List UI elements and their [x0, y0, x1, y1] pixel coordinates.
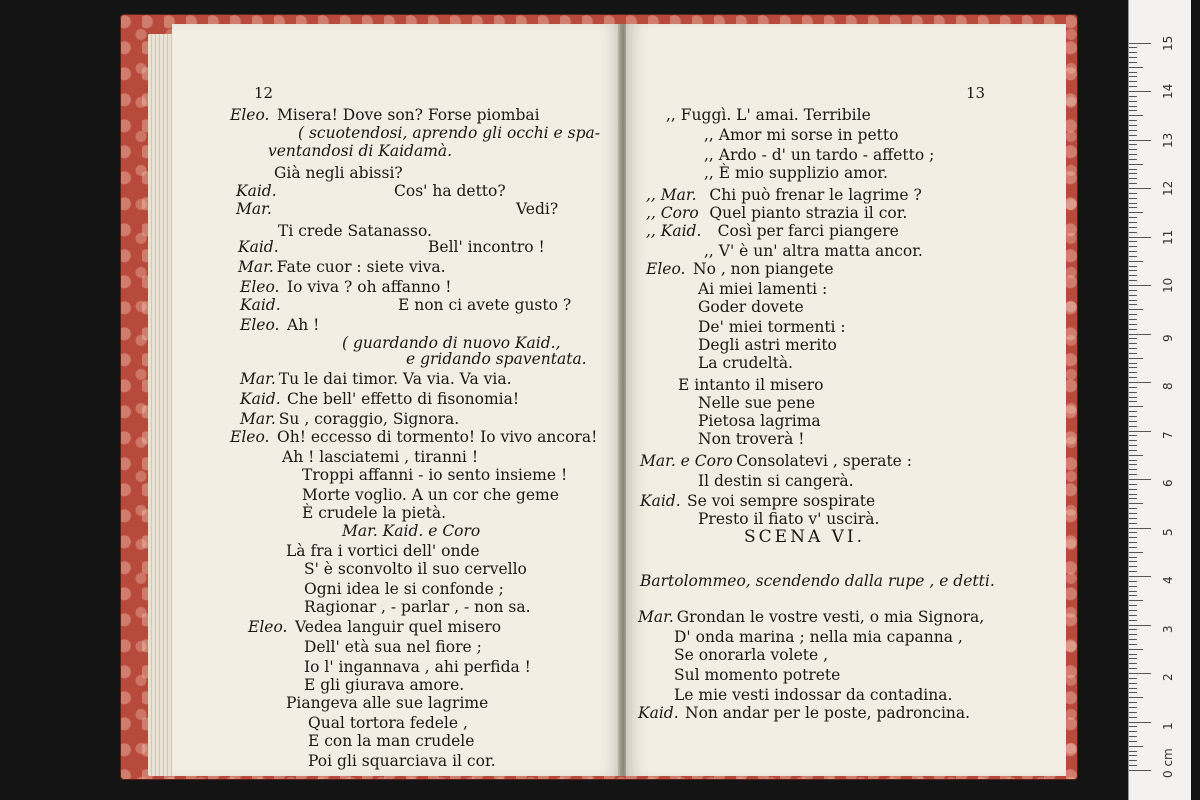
ruler-number: 1 [1161, 721, 1175, 730]
ruler-minor-tick [1129, 639, 1137, 640]
ruler-minor-tick [1129, 96, 1137, 97]
ruler-minor-tick [1129, 178, 1137, 179]
ruler-minor-tick [1129, 489, 1137, 490]
speaker-label: Mar. [638, 608, 674, 626]
ruler-minor-tick [1129, 440, 1137, 441]
ruler-minor-tick [1129, 634, 1137, 635]
verse-line: Dell' età sua nel fiore ; [304, 638, 482, 656]
ruler-tick [1129, 673, 1151, 674]
verse-line: Cos' ha detto? [394, 182, 506, 200]
speaker-label: Kaid. [238, 238, 279, 256]
ruler-minor-tick [1129, 450, 1137, 451]
verse-line: E intanto il misero [678, 376, 824, 394]
speaker-label: Kaid. [240, 390, 281, 408]
ruler-minor-tick [1129, 421, 1137, 422]
verse-line: Ah ! lasciatemi , tiranni ! [282, 448, 479, 466]
verse-line: Su , coraggio, Signora. [278, 410, 460, 428]
verse-line: Mar. Kaid. e Coro [342, 522, 481, 540]
ruler-minor-tick [1129, 358, 1143, 359]
verse-line: Non andar per le poste, padroncina. [685, 704, 971, 722]
ruler-minor-tick [1129, 692, 1137, 693]
ruler-minor-tick [1129, 751, 1137, 752]
ruler-minor-tick [1129, 435, 1137, 436]
verse-line: ventandosi di Kaidamà. [268, 142, 453, 160]
ruler-minor-tick [1129, 290, 1137, 291]
ruler-minor-tick [1129, 445, 1137, 446]
ruler-minor-tick [1129, 663, 1137, 664]
ruler-tick [1129, 237, 1151, 238]
ruler-minor-tick [1129, 494, 1137, 495]
verse-line: D' onda marina ; nella mia capanna , [674, 628, 963, 646]
measurement-ruler [1128, 0, 1191, 800]
ruler-minor-tick [1129, 426, 1137, 427]
speaker-label: Mar. [240, 410, 276, 428]
verse-line: Io viva ? oh affanno ! [287, 278, 452, 296]
ruler-minor-tick [1129, 586, 1137, 587]
ruler-minor-tick [1129, 353, 1137, 354]
ruler-minor-tick [1129, 503, 1143, 504]
verse-line: Là fra i vortici dell' onde [286, 542, 480, 560]
ruler-tick [1129, 431, 1151, 432]
verse-line: Non troverà ! [698, 430, 805, 448]
ruler-tick [1129, 576, 1151, 577]
ruler-minor-tick [1129, 338, 1137, 339]
verse-line: Così per farci piangere [717, 222, 899, 240]
ruler-minor-tick [1129, 106, 1137, 107]
ruler-minor-tick [1129, 212, 1143, 213]
ruler-tick [1129, 722, 1151, 723]
verse-line: La crudeltà. [698, 354, 793, 372]
verse-line: Troppi affanni - io sento insieme ! [302, 466, 568, 484]
ruler-minor-tick [1129, 755, 1137, 756]
ruler-minor-tick [1129, 62, 1137, 63]
ruler-minor-tick [1129, 731, 1137, 732]
verse-line: Ai miei lamenti : [698, 280, 828, 298]
ruler-tick [1129, 479, 1151, 480]
ruler-minor-tick [1129, 343, 1137, 344]
ruler-minor-tick [1129, 765, 1137, 766]
ruler-number: 4 [1161, 576, 1175, 584]
speaker-label: Kaid. [240, 296, 281, 314]
ruler-minor-tick [1129, 688, 1137, 689]
ruler-number: 6 [1161, 479, 1175, 487]
ruler-minor-tick [1129, 736, 1137, 737]
scene-heading: SCENA VI. [744, 527, 866, 547]
ruler-number: 9 [1161, 333, 1175, 342]
verse-line: Ogni idea le si confonde ; [304, 580, 504, 598]
verse-line: ,, Fuggì. L' amai. Terribile [666, 106, 871, 124]
ruler-minor-tick [1129, 47, 1137, 48]
page-number: 13 [966, 84, 986, 102]
ruler-minor-tick [1129, 717, 1137, 718]
verse-line: Già negli abissi? [274, 164, 403, 182]
ruler-number: 12 [1161, 180, 1175, 196]
ruler-minor-tick [1129, 159, 1137, 160]
ruler-minor-tick [1129, 67, 1143, 68]
ruler-minor-tick [1129, 144, 1137, 145]
ruler-minor-tick [1129, 256, 1137, 257]
ruler-minor-tick [1129, 406, 1143, 407]
ruler-minor-tick [1129, 125, 1137, 126]
ruler-minor-tick [1129, 649, 1143, 650]
ruler-minor-tick [1129, 678, 1137, 679]
ruler-minor-tick [1129, 241, 1137, 242]
verse-line: ,, È mio supplizio amor. [704, 164, 888, 182]
ruler-number: 10 [1161, 277, 1175, 293]
speaker-label: ,, Coro [646, 204, 699, 222]
ruler-minor-tick [1129, 658, 1137, 659]
ruler-minor-tick [1129, 605, 1137, 606]
ruler-minor-tick [1129, 115, 1143, 116]
verse-line: Poi gli squarciava il cor. [308, 752, 496, 770]
verse-line: Piangeva alle sue lagrime [286, 694, 489, 712]
ruler-minor-tick [1129, 561, 1137, 562]
verse-line: Degli astri merito [698, 336, 837, 354]
ruler-minor-tick [1129, 227, 1137, 228]
speaker-label: Mar. [238, 258, 274, 276]
speaker-label: Eleo. [240, 278, 280, 296]
ruler-minor-tick [1129, 411, 1137, 412]
ruler-number: 14 [1161, 83, 1175, 99]
ruler-tick [1129, 770, 1151, 771]
speaker-label: Mar. e Coro [640, 452, 733, 470]
ruler-minor-tick [1129, 207, 1137, 208]
ruler-minor-tick [1129, 401, 1137, 402]
verse-line: Quel pianto strazia il cor. [709, 204, 908, 222]
ruler-minor-tick [1129, 726, 1137, 727]
ruler-number: 13 [1161, 132, 1175, 148]
stage-direction: Bartolommeo, scendendo dalla rupe , e detti. [640, 572, 995, 590]
verse-line: Vedea languir quel misero [295, 618, 502, 636]
ruler-minor-tick [1129, 668, 1137, 669]
ruler-number: 15 [1161, 35, 1175, 51]
ruler-tick [1129, 382, 1151, 383]
verse-line: Misera! Dove son? Forse piombai [277, 106, 540, 124]
verse-line: Il destin si cangerà. [698, 472, 854, 490]
speaker-label: ,, Mar. [646, 186, 697, 204]
ruler-minor-tick [1129, 484, 1137, 485]
speaker-label: ,, Kaid. [646, 222, 702, 240]
ruler-minor-tick [1129, 81, 1137, 82]
verse-line: Sul momento potrete [674, 666, 841, 684]
speaker-label: Eleo. [248, 618, 288, 636]
ruler-minor-tick [1129, 571, 1137, 572]
ruler-minor-tick [1129, 246, 1137, 247]
ruler-minor-tick [1129, 367, 1137, 368]
verse-line: Le mie vesti indossar da contadina. [674, 686, 953, 704]
speaker-label: Mar. [240, 370, 276, 388]
ruler-tick [1129, 285, 1151, 286]
ruler-minor-tick [1129, 130, 1137, 131]
ruler-number: 8 [1161, 382, 1175, 390]
ruler-tick [1129, 91, 1151, 92]
ruler-minor-tick [1129, 469, 1137, 470]
verse-line: Se onorarla volete , [674, 646, 829, 664]
verse-line: Io l' ingannava , ahi perfida ! [304, 658, 531, 676]
verse-line: ( scuotendosi, aprendo gli occhi e spa- [298, 124, 601, 142]
ruler-minor-tick [1129, 377, 1137, 378]
verse-line: De' miei tormenti : [698, 318, 846, 336]
ruler-minor-tick [1129, 387, 1137, 388]
ruler-number: 0 cm [1161, 748, 1175, 778]
speaker-label: Eleo. [646, 260, 686, 278]
verse-line: Ragionar , - parlar , - non sa. [304, 598, 531, 616]
ruler-minor-tick [1129, 416, 1137, 417]
ruler-minor-tick [1129, 581, 1137, 582]
verse-line: Ah ! [287, 316, 320, 334]
ruler-minor-tick [1129, 595, 1137, 596]
ruler-minor-tick [1129, 72, 1137, 73]
ruler-minor-tick [1129, 547, 1137, 548]
ruler-tick [1129, 528, 1151, 529]
ruler-minor-tick [1129, 110, 1137, 111]
ruler-minor-tick [1129, 654, 1137, 655]
speaker-label: Eleo. [230, 428, 270, 446]
verse-line: Chi può frenar le lagrime ? [709, 186, 922, 204]
ruler-minor-tick [1129, 270, 1137, 271]
ruler-minor-tick [1129, 474, 1137, 475]
verse-line: Vedi? [516, 200, 559, 218]
speaker-label: Kaid. [236, 182, 277, 200]
ruler-minor-tick [1129, 193, 1137, 194]
verse-line: Che bell' effetto di fisonomia! [287, 390, 520, 408]
ruler-minor-tick [1129, 217, 1137, 218]
ruler-tick [1129, 43, 1151, 44]
ruler-minor-tick [1129, 629, 1137, 630]
speaker-label: Eleo. [230, 106, 270, 124]
verse-line: Morte voglio. A un cor che geme [302, 486, 559, 504]
ruler-minor-tick [1129, 460, 1137, 461]
ruler-minor-tick [1129, 464, 1137, 465]
ruler-minor-tick [1129, 52, 1137, 53]
verse-line: Se voi sempre sospirate [687, 492, 876, 510]
verse-line: E non ci avete gusto ? [398, 296, 572, 314]
verse-line: Grondan le vostre vesti, o mia Signora, [676, 608, 985, 626]
ruler-minor-tick [1129, 251, 1137, 252]
ruler-minor-tick [1129, 309, 1143, 310]
ruler-number: 3 [1161, 624, 1175, 633]
ruler-minor-tick [1129, 222, 1137, 223]
ruler-minor-tick [1129, 557, 1137, 558]
ruler-minor-tick [1129, 183, 1137, 184]
ruler-tick [1129, 140, 1151, 141]
ruler-minor-tick [1129, 552, 1143, 553]
ruler-minor-tick [1129, 266, 1137, 267]
ruler-minor-tick [1129, 741, 1137, 742]
ruler-minor-tick [1129, 372, 1137, 373]
ruler-minor-tick [1129, 620, 1137, 621]
ruler-minor-tick [1129, 261, 1143, 262]
ruler-number: 7 [1161, 430, 1175, 439]
ruler-minor-tick [1129, 149, 1137, 150]
ruler-minor-tick [1129, 542, 1137, 543]
verse-line: E con la man crudele [308, 732, 475, 750]
ruler-minor-tick [1129, 712, 1137, 713]
ruler-minor-tick [1129, 392, 1137, 393]
ruler-minor-tick [1129, 304, 1137, 305]
verse-line: Fate cuor : siete viva. [276, 258, 446, 276]
ruler-minor-tick [1129, 169, 1137, 170]
verse-line: S' è sconvolto il suo cervello [304, 560, 527, 578]
ruler-minor-tick [1129, 86, 1137, 87]
ruler-minor-tick [1129, 135, 1137, 136]
verse-line: No , non piangete [693, 260, 834, 278]
ruler-minor-tick [1129, 707, 1137, 708]
ruler-minor-tick [1129, 324, 1137, 325]
verse-line: Qual tortora fedele , [308, 714, 468, 732]
ruler-minor-tick [1129, 203, 1137, 204]
ruler-tick [1129, 188, 1151, 189]
ruler-minor-tick [1129, 397, 1137, 398]
ruler-tick [1129, 625, 1151, 626]
ruler-minor-tick [1129, 508, 1137, 509]
ruler-minor-tick [1129, 615, 1137, 616]
verse-line: Consolatevi , sperate : [736, 452, 912, 470]
verse-line: Pietosa lagrima [698, 412, 821, 430]
ruler-minor-tick [1129, 300, 1137, 301]
verse-line: ,, Ardo - d' un tardo - affetto ; [704, 146, 935, 164]
ruler-minor-tick [1129, 295, 1137, 296]
verse-line: ( guardando di nuovo Kaid., [342, 334, 561, 352]
verse-line: Goder dovete [698, 298, 804, 316]
ruler-minor-tick [1129, 329, 1137, 330]
ruler-minor-tick [1129, 600, 1143, 601]
ruler-minor-tick [1129, 275, 1137, 276]
verse-line: È crudele la pietà. [302, 504, 447, 522]
speaker-label: Kaid. [640, 492, 681, 510]
verse-line: ,, V' è un' altra matta ancor. [704, 242, 923, 260]
verse-line: Tu le dai timor. Va via. Va via. [278, 370, 512, 388]
ruler-minor-tick [1129, 57, 1137, 58]
ruler-minor-tick [1129, 173, 1137, 174]
ruler-minor-tick [1129, 518, 1137, 519]
ruler-minor-tick [1129, 523, 1137, 524]
ruler-minor-tick [1129, 232, 1137, 233]
ruler-number: 11 [1161, 229, 1175, 245]
verse-line: Oh! eccesso di tormento! Io vivo ancora! [277, 428, 598, 446]
ruler-minor-tick [1129, 498, 1137, 499]
right-page [626, 24, 1066, 776]
ruler-minor-tick [1129, 314, 1137, 315]
ruler-minor-tick [1129, 363, 1137, 364]
ruler-minor-tick [1129, 760, 1137, 761]
ruler-minor-tick [1129, 746, 1143, 747]
ruler-minor-tick [1129, 164, 1143, 165]
ruler-minor-tick [1129, 702, 1137, 703]
ruler-minor-tick [1129, 513, 1137, 514]
page-number: 12 [254, 84, 274, 102]
ruler-minor-tick [1129, 610, 1137, 611]
verse-line: ,, Amor mi sorse in petto [704, 126, 899, 144]
verse-line: Bell' incontro ! [428, 238, 545, 256]
ruler-minor-tick [1129, 566, 1137, 567]
verse-line: e gridando spaventata. [406, 350, 587, 368]
ruler-minor-tick [1129, 120, 1137, 121]
ruler-minor-tick [1129, 154, 1137, 155]
ruler-minor-tick [1129, 455, 1143, 456]
ruler-minor-tick [1129, 348, 1137, 349]
ruler-minor-tick [1129, 537, 1137, 538]
ruler-minor-tick [1129, 644, 1137, 645]
ruler-minor-tick [1129, 697, 1143, 698]
ruler-minor-tick [1129, 76, 1137, 77]
left-page [172, 24, 622, 776]
ruler-minor-tick [1129, 683, 1137, 684]
ruler-minor-tick [1129, 319, 1137, 320]
ruler-minor-tick [1129, 101, 1137, 102]
verse-line: Ti crede Satanasso. [278, 222, 432, 240]
speaker-label: Eleo. [240, 316, 280, 334]
verse-line: E gli giurava amore. [304, 676, 465, 694]
ruler-minor-tick [1129, 198, 1137, 199]
speaker-label: Kaid. [638, 704, 679, 722]
ruler-minor-tick [1129, 591, 1137, 592]
ruler-tick [1129, 334, 1151, 335]
speaker-label: Mar. [236, 200, 272, 218]
verse-line: Nelle sue pene [698, 394, 816, 412]
ruler-number: 5 [1161, 527, 1175, 536]
ruler-number: 2 [1161, 673, 1175, 681]
ruler-minor-tick [1129, 532, 1137, 533]
ruler-minor-tick [1129, 280, 1137, 281]
verse-line: Presto il fiato v' uscirà. [698, 510, 880, 528]
